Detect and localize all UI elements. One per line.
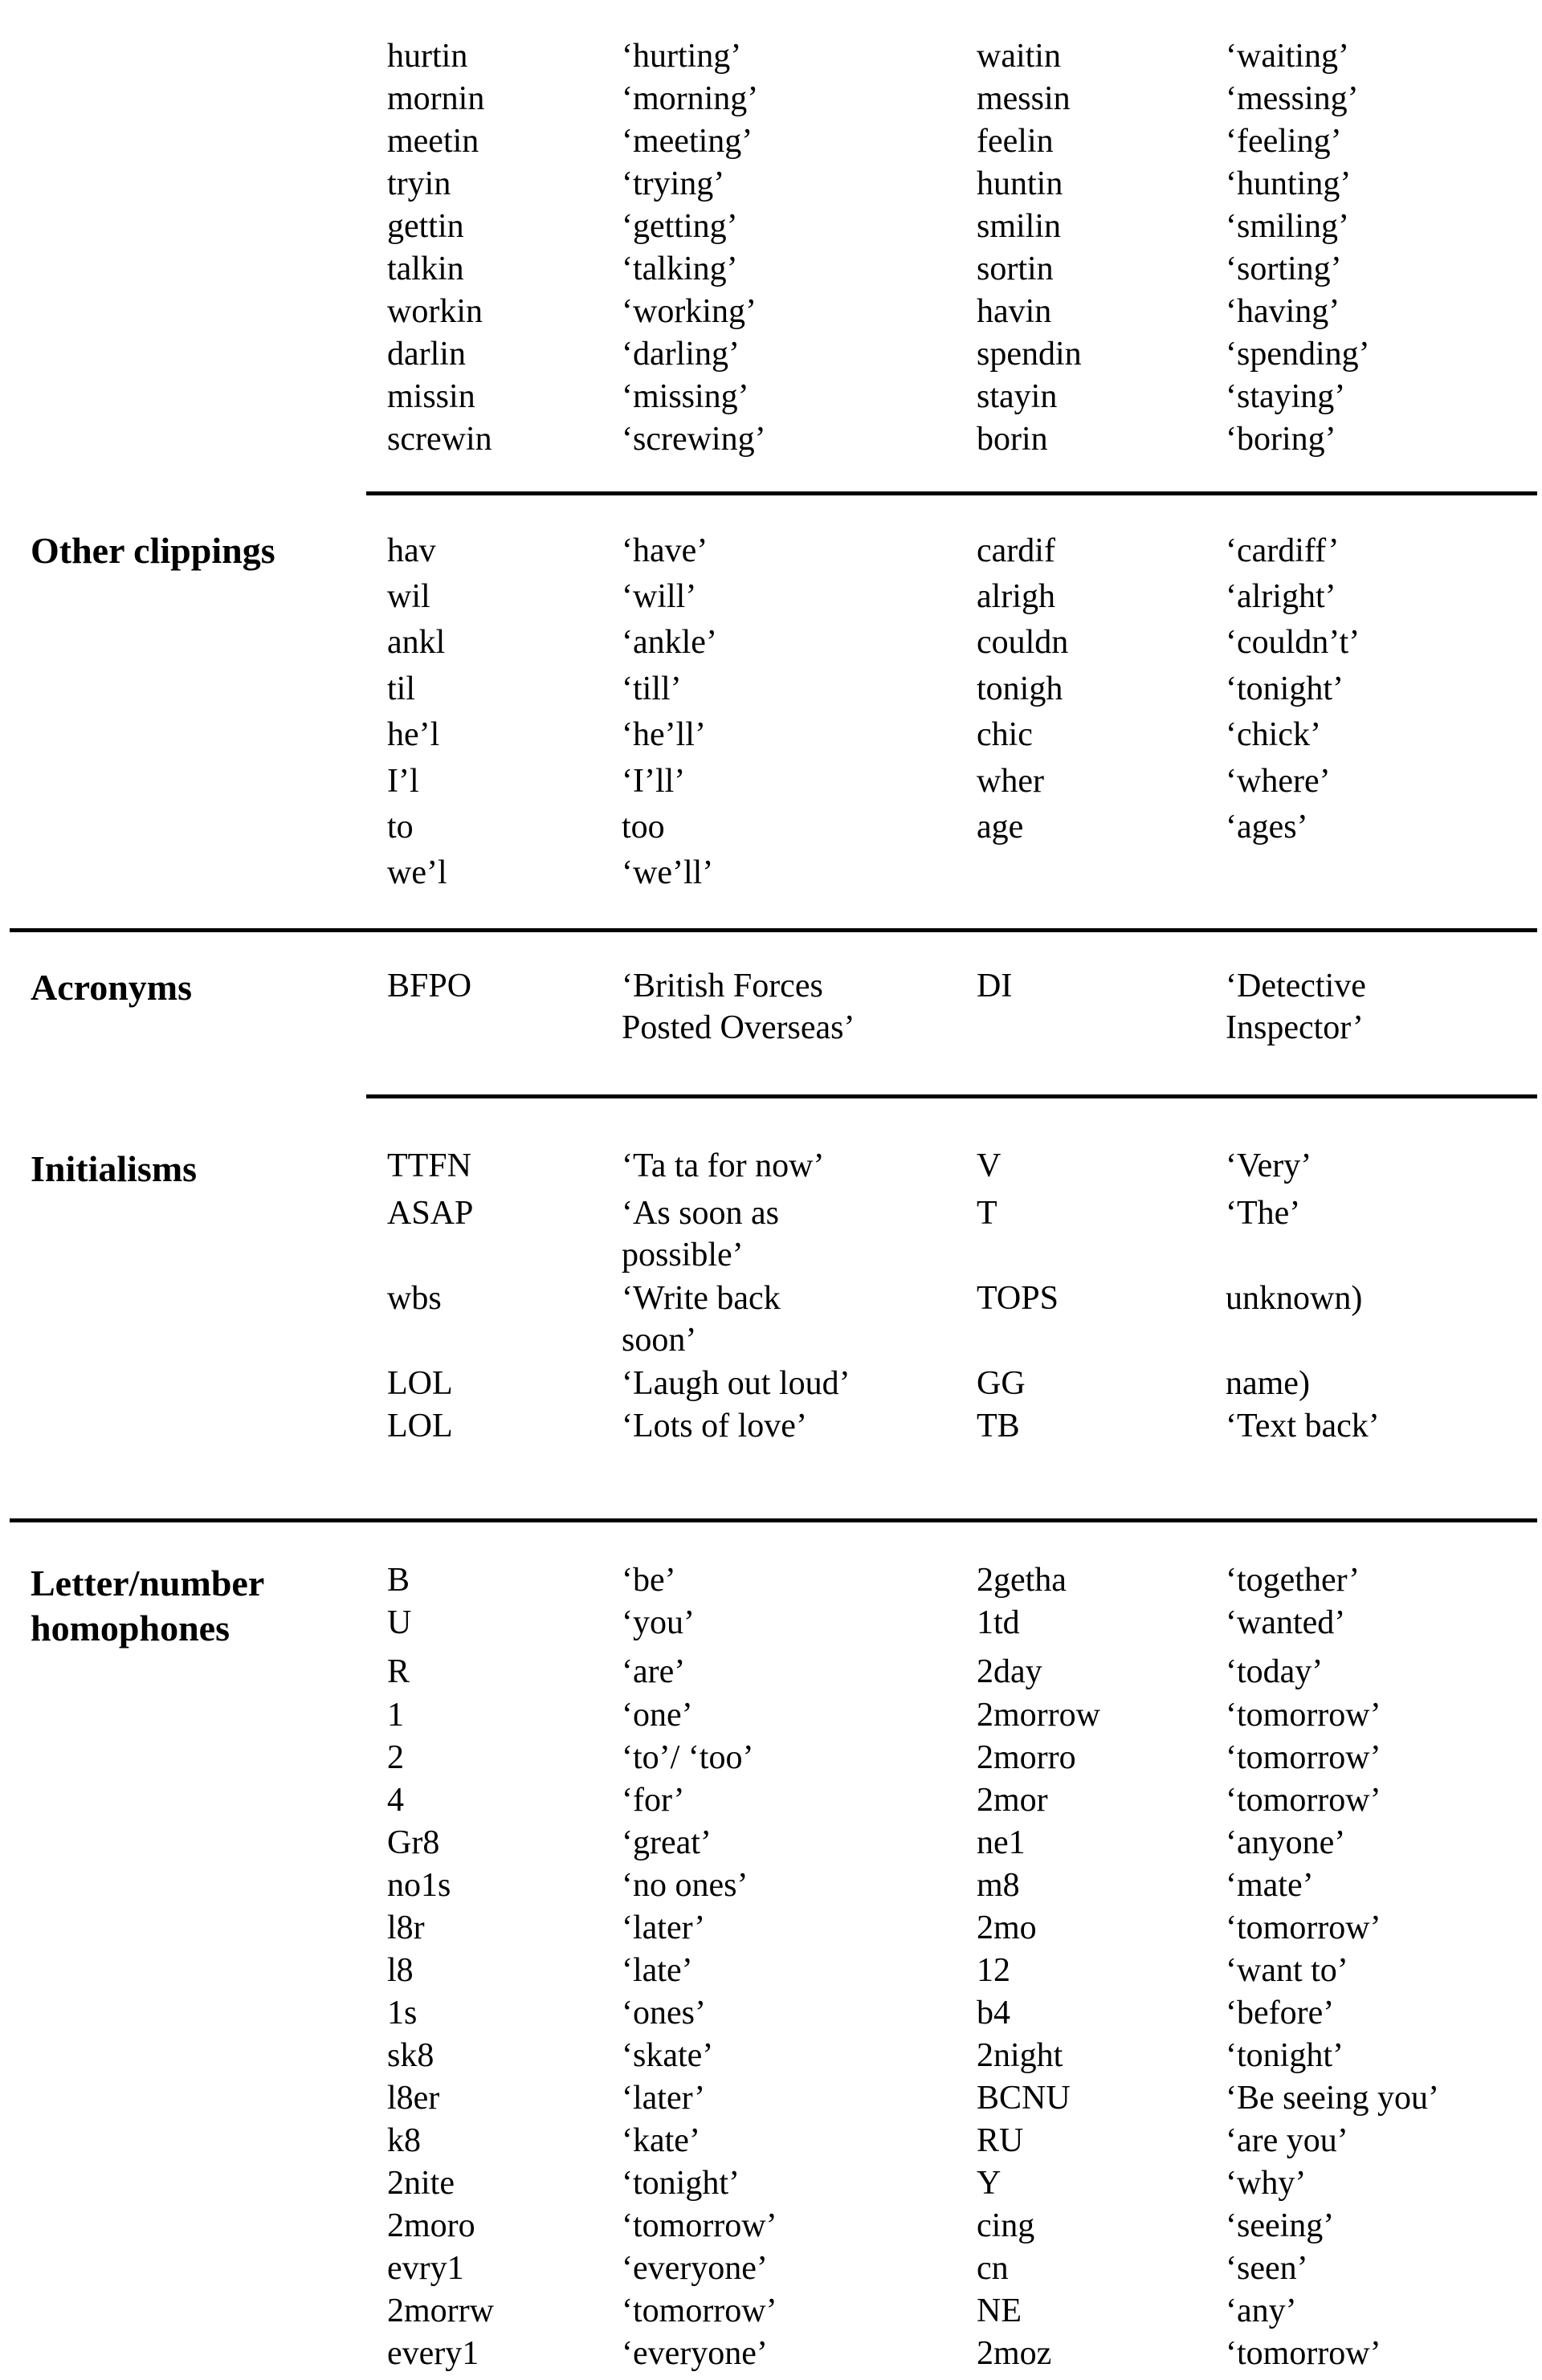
table-row xyxy=(0,1559,1542,1599)
form-cell: messin xyxy=(977,80,1071,117)
gloss-cell: ‘together’ xyxy=(1226,1562,1360,1599)
form-cell: LOL xyxy=(387,1365,453,1402)
form-cell: meetin xyxy=(387,123,479,160)
table-row xyxy=(0,621,1542,661)
table-row xyxy=(0,1602,1542,1641)
form-cell: huntin xyxy=(977,165,1063,202)
gloss-cell: ‘The’ xyxy=(1226,1195,1301,1232)
form-cell: hav xyxy=(387,532,436,569)
form-cell: 2mor xyxy=(977,1782,1048,1819)
gloss-cell: ‘staying’ xyxy=(1226,378,1346,415)
form-cell: darlin xyxy=(387,336,466,373)
gloss-cell: name) xyxy=(1226,1365,1310,1402)
form-cell: havin xyxy=(977,293,1052,330)
form-cell: l8er xyxy=(387,2080,440,2117)
form-cell: 1s xyxy=(387,1995,418,2032)
table-row xyxy=(0,806,1542,846)
form-cell: no1s xyxy=(387,1867,451,1904)
table-row xyxy=(0,1405,1542,1445)
form-cell: sortin xyxy=(977,251,1054,287)
table-row xyxy=(0,333,1542,373)
form-cell: T xyxy=(977,1195,997,1232)
gloss-cell: ‘seen’ xyxy=(1226,2250,1308,2287)
gloss-cell: ‘tomorrow’ xyxy=(622,2207,777,2244)
table-row xyxy=(0,35,1542,75)
gloss-cell: ‘chick’ xyxy=(1226,716,1321,753)
form-cell: U xyxy=(387,1604,412,1641)
form-cell: waitin xyxy=(977,38,1061,75)
table-row xyxy=(0,1822,1542,1861)
gloss-cell: ‘Text back’ xyxy=(1226,1408,1380,1445)
gloss-cell: ‘why’ xyxy=(1226,2165,1307,2202)
gloss-cell: unknown) xyxy=(1226,1280,1363,1317)
form-cell: l8r xyxy=(387,1909,425,1946)
gloss-cell: ‘hunting’ xyxy=(1226,165,1352,202)
gloss-cell: ‘hurting’ xyxy=(622,38,742,75)
form-cell: til xyxy=(387,670,416,707)
form-cell: NE xyxy=(977,2292,1022,2329)
table-row xyxy=(0,2162,1542,2202)
gloss-cell: ‘will’ xyxy=(622,578,697,615)
form-cell: l8 xyxy=(387,1952,414,1989)
form-cell: chic xyxy=(977,716,1033,753)
gloss-cell: ‘mate’ xyxy=(1226,1867,1314,1904)
form-cell: 1 xyxy=(387,1697,404,1734)
gloss-cell: ‘kate’ xyxy=(622,2122,700,2159)
gloss-cell: ‘ages’ xyxy=(1226,809,1308,846)
form-cell: wher xyxy=(977,763,1044,800)
gloss-cell: ‘till’ xyxy=(622,670,682,707)
section-divider xyxy=(10,1518,1537,1522)
form-cell: tonigh xyxy=(977,670,1063,707)
gloss-cell: ‘late’ xyxy=(622,1952,693,1989)
gloss-cell: ‘cardiff’ xyxy=(1226,532,1340,569)
gloss-cell: ‘Ta ta for now’ xyxy=(622,1147,825,1184)
table-row xyxy=(0,418,1542,458)
table-row xyxy=(0,376,1542,415)
table-row xyxy=(0,760,1542,800)
form-cell: cn xyxy=(977,2250,1009,2287)
gloss-cell: ‘feeling’ xyxy=(1226,123,1342,160)
form-cell: GG xyxy=(977,1365,1026,1402)
gloss-cell: ‘screwing’ xyxy=(622,421,766,458)
table-row xyxy=(0,163,1542,202)
gloss-cell: ‘sorting’ xyxy=(1226,251,1342,287)
table-row xyxy=(0,2120,1542,2159)
table-row xyxy=(0,1192,1542,1274)
form-cell: I’l xyxy=(387,763,419,800)
form-cell: 2night xyxy=(977,2037,1063,2074)
form-cell: 2moz xyxy=(977,2335,1052,2372)
gloss-cell: ‘today’ xyxy=(1226,1653,1324,1690)
form-cell: 2morrw xyxy=(387,2292,494,2329)
gloss-cell: ‘couldn’t’ xyxy=(1226,624,1360,661)
form-cell: screwin xyxy=(387,421,492,458)
form-cell: 2mo xyxy=(977,1909,1037,1946)
gloss-cell: ‘any’ xyxy=(1226,2292,1297,2329)
section-divider xyxy=(10,928,1537,932)
form-cell: ne1 xyxy=(977,1824,1026,1861)
gloss-cell: ‘smiling’ xyxy=(1226,208,1349,245)
form-cell: 2getha xyxy=(977,1562,1067,1599)
form-cell: evry1 xyxy=(387,2250,464,2287)
gloss-cell: ‘Be seeing you’ xyxy=(1226,2080,1439,2117)
form-cell: gettin xyxy=(387,208,464,245)
gloss-cell: ‘tomorrow’ xyxy=(1226,1739,1381,1776)
form-cell: we’l xyxy=(387,854,447,891)
form-cell: 2morro xyxy=(977,1739,1076,1776)
form-cell: wil xyxy=(387,578,430,615)
gloss-cell: ‘want to’ xyxy=(1226,1952,1348,1989)
table-row xyxy=(0,576,1542,615)
gloss-cell: ‘tomorrow’ xyxy=(622,2292,777,2329)
table-row xyxy=(0,714,1542,753)
table-row xyxy=(0,852,1542,891)
table-row xyxy=(0,2290,1542,2329)
form-cell: cing xyxy=(977,2207,1035,2244)
form-cell: 2 xyxy=(387,1739,404,1776)
form-cell: borin xyxy=(977,421,1048,458)
table-row xyxy=(0,668,1542,707)
form-cell: ASAP xyxy=(387,1195,474,1232)
table-row xyxy=(0,2077,1542,2117)
form-cell: k8 xyxy=(387,2122,421,2159)
form-cell: feelin xyxy=(977,123,1054,160)
form-cell: sk8 xyxy=(387,2037,434,2074)
gloss-cell: ‘ones’ xyxy=(622,1995,706,2032)
form-cell: 1td xyxy=(977,1604,1020,1641)
form-cell: BCNU xyxy=(977,2080,1071,2117)
gloss-cell: ‘I’ll’ xyxy=(622,763,686,800)
form-cell: tryin xyxy=(387,165,451,202)
table-row xyxy=(0,1864,1542,1904)
form-cell: Gr8 xyxy=(387,1824,440,1861)
gloss-cell: ‘everyone’ xyxy=(622,2250,768,2287)
form-cell: B xyxy=(387,1562,410,1599)
form-cell: cardif xyxy=(977,532,1055,569)
gloss-cell: ‘tomorrow’ xyxy=(1226,1697,1381,1734)
gloss-cell: ‘are’ xyxy=(622,1653,686,1690)
form-cell: 2moro xyxy=(387,2207,475,2244)
gloss-cell: ‘tomorrow’ xyxy=(1226,1782,1381,1819)
gloss-cell: ‘before’ xyxy=(1226,1995,1335,2032)
gloss-cell: ‘wanted’ xyxy=(1226,1604,1346,1641)
gloss-cell: ‘alright’ xyxy=(1226,578,1336,615)
form-cell: R xyxy=(387,1653,410,1690)
form-cell: talkin xyxy=(387,251,464,287)
gloss-cell: ‘one’ xyxy=(622,1697,693,1734)
form-cell: mornin xyxy=(387,80,485,117)
form-cell: Y xyxy=(977,2165,1001,2202)
gloss-cell: ‘everyone’ xyxy=(622,2335,768,2372)
gloss-cell: ‘Lots of love’ xyxy=(622,1408,807,1445)
form-cell: TTFN xyxy=(387,1147,471,1184)
form-cell: V xyxy=(977,1147,1001,1184)
section-label: Initialisms xyxy=(31,1148,198,1189)
form-cell: 12 xyxy=(977,1952,1010,1989)
gloss-cell: ‘you’ xyxy=(622,1604,695,1641)
form-cell: BFPO xyxy=(387,968,472,1005)
gloss-cell: ‘are you’ xyxy=(1226,2122,1348,2159)
gloss-cell: ‘have’ xyxy=(622,532,708,569)
gloss-cell: ‘later’ xyxy=(622,2080,706,2117)
table-row xyxy=(0,2205,1542,2244)
form-cell: age xyxy=(977,809,1024,846)
section-label: Letter/number homophones xyxy=(31,1563,265,1648)
form-cell: DI xyxy=(977,968,1013,1005)
gloss-cell: ‘to’/ ‘too’ xyxy=(622,1739,754,1776)
form-cell: 4 xyxy=(387,1782,404,1819)
table-row xyxy=(0,78,1542,117)
gloss-cell: ‘tomorrow’ xyxy=(1226,2335,1381,2372)
gloss-cell: ‘boring’ xyxy=(1226,421,1336,458)
table-row xyxy=(0,1694,1542,1734)
table-row xyxy=(0,1779,1542,1819)
gloss-cell: ‘darling’ xyxy=(622,336,740,373)
form-cell: smilin xyxy=(977,208,1062,245)
gloss-cell: ‘tonight’ xyxy=(622,2165,740,2202)
table-row xyxy=(0,1737,1542,1776)
form-cell: RU xyxy=(977,2122,1024,2159)
form-cell: ankl xyxy=(387,624,446,661)
gloss-cell: ‘be’ xyxy=(622,1562,676,1599)
gloss-cell: ‘messing’ xyxy=(1226,80,1359,117)
form-cell: m8 xyxy=(977,1867,1020,1904)
gloss-cell: ‘As soon as possible’ xyxy=(622,1195,779,1274)
form-cell: spendin xyxy=(977,336,1082,373)
section-label: Other clippings xyxy=(31,530,275,571)
table-row xyxy=(0,1651,1542,1690)
gloss-cell: ‘talking’ xyxy=(622,251,738,287)
gloss-cell: ‘he’ll’ xyxy=(622,716,706,753)
form-cell: 2nite xyxy=(387,2165,455,2202)
form-cell: stayin xyxy=(977,378,1058,415)
form-cell: couldn xyxy=(977,624,1069,661)
gloss-cell: ‘morning’ xyxy=(622,80,759,117)
section-label: Acronyms xyxy=(31,967,193,1008)
gloss-cell: ‘British Forces Posted Overseas’ xyxy=(622,968,855,1046)
gloss-cell: ‘Laugh out loud’ xyxy=(622,1365,851,1402)
gloss-cell: ‘missing’ xyxy=(622,378,749,415)
gloss-cell: ‘great’ xyxy=(622,1824,712,1861)
table-row xyxy=(0,1992,1542,2032)
gloss-cell: ‘getting’ xyxy=(622,208,738,245)
form-cell: 2day xyxy=(977,1653,1042,1690)
gloss-cell: ‘working’ xyxy=(622,293,757,330)
gloss-cell: ‘Write back soon’ xyxy=(622,1280,781,1359)
form-cell: every1 xyxy=(387,2335,479,2372)
gloss-cell: ‘seeing’ xyxy=(1226,2207,1335,2244)
gloss-cell: ‘trying’ xyxy=(622,165,725,202)
form-cell: 2morrow xyxy=(977,1697,1100,1734)
form-cell: alrigh xyxy=(977,578,1055,615)
gloss-cell: ‘tomorrow’ xyxy=(1226,1909,1381,1946)
gloss-cell: ‘where’ xyxy=(1226,763,1331,800)
form-cell: missin xyxy=(387,378,475,415)
gloss-cell: ‘Very’ xyxy=(1226,1147,1312,1184)
gloss-cell: ‘having’ xyxy=(1226,293,1340,330)
gloss-cell: ‘later’ xyxy=(622,1909,706,1946)
table-row xyxy=(0,1907,1542,1946)
form-cell: LOL xyxy=(387,1408,453,1445)
gloss-cell: ‘anyone’ xyxy=(1226,1824,1346,1861)
row-divider xyxy=(366,491,1537,495)
table-row xyxy=(0,2035,1542,2074)
form-cell: he’l xyxy=(387,716,440,753)
gloss-cell: ‘ankle’ xyxy=(622,624,717,661)
gloss-cell: ‘we’ll’ xyxy=(622,854,714,891)
gloss-cell: too xyxy=(622,809,665,846)
gloss-cell: ‘tonight’ xyxy=(1226,2037,1344,2074)
form-cell: wbs xyxy=(387,1280,442,1317)
gloss-cell: ‘skate’ xyxy=(622,2037,714,2074)
gloss-cell: ‘meeting’ xyxy=(622,123,753,160)
gloss-cell: ‘no ones’ xyxy=(622,1867,749,1904)
gloss-cell: ‘tonight’ xyxy=(1226,670,1344,707)
row-divider xyxy=(366,1094,1537,1098)
gloss-cell: ‘for’ xyxy=(622,1782,685,1819)
form-cell: TOPS xyxy=(977,1280,1059,1317)
form-cell: TB xyxy=(977,1408,1020,1445)
table-row xyxy=(0,120,1542,160)
form-cell: workin xyxy=(387,293,483,330)
gloss-cell: ‘Detective Inspector’ xyxy=(1226,968,1366,1046)
table-row xyxy=(0,248,1542,287)
gloss-cell: ‘waiting’ xyxy=(1226,38,1349,75)
gloss-cell: ‘spending’ xyxy=(1226,336,1370,373)
form-cell: to xyxy=(387,809,414,846)
form-cell: hurtin xyxy=(387,38,468,75)
form-cell: b4 xyxy=(977,1995,1010,2032)
